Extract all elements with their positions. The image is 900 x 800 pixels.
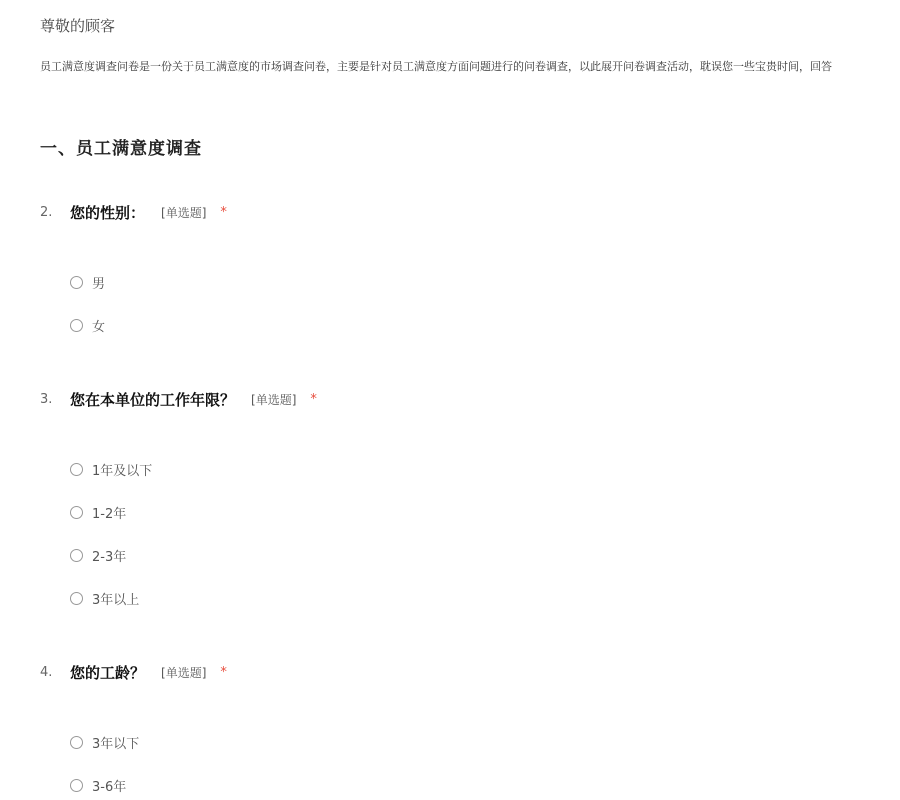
radio-button[interactable] — [70, 592, 83, 605]
radio-button[interactable] — [70, 736, 83, 749]
option-label: 1年及以下 — [92, 463, 153, 479]
radio-button[interactable] — [70, 779, 83, 792]
question-tenure — [40, 387, 317, 411]
required-marker: * — [220, 664, 227, 680]
survey-intro: 员工满意度调查问卷是一份关于员工满意度的市场调查问卷，主要是针对员工满意度方面问题进行的问卷调查，以此展开问卷调查活动，耽误您一些宝贵时间，回答 — [40, 60, 832, 73]
question-work-years — [40, 660, 227, 684]
radio-button[interactable] — [70, 276, 83, 289]
question-title: 您的工龄？ — [70, 663, 146, 682]
option-work-years-1[interactable] — [70, 732, 139, 752]
option-tenure-4[interactable] — [70, 588, 139, 608]
option-tenure-3[interactable] — [70, 545, 126, 565]
question-type: [单选题] — [251, 392, 297, 407]
question-title: 您在本单位的工作年限？ — [70, 390, 236, 409]
option-label: 1-2年 — [92, 506, 127, 522]
greeting: 尊敬的顾客 — [40, 17, 116, 35]
radio-button[interactable] — [70, 463, 83, 476]
question-type: [单选题] — [161, 665, 207, 680]
option-work-years-2[interactable] — [70, 775, 126, 795]
question-gender — [40, 200, 227, 224]
option-label: 3年以上 — [92, 592, 140, 608]
question-title: 您的性别： — [70, 203, 146, 222]
option-label: 女 — [92, 319, 106, 335]
question-number: 3. — [40, 391, 53, 407]
option-label: 3-6年 — [92, 779, 127, 795]
option-label: 2-3年 — [92, 549, 127, 565]
radio-button[interactable] — [70, 506, 83, 519]
option-female[interactable] — [70, 315, 105, 335]
option-tenure-1[interactable] — [70, 459, 152, 479]
required-marker: * — [310, 391, 317, 407]
radio-button[interactable] — [70, 549, 83, 562]
question-number: 4. — [40, 664, 53, 680]
question-type: [单选题] — [161, 205, 207, 220]
option-label: 3年以下 — [92, 736, 140, 752]
question-number: 2. — [40, 204, 53, 220]
option-label: 男 — [92, 276, 106, 292]
section-title: 一、员工满意度调查 — [40, 139, 202, 159]
option-tenure-2[interactable] — [70, 502, 126, 522]
option-male[interactable] — [70, 272, 105, 292]
required-marker: * — [220, 204, 227, 220]
radio-button[interactable] — [70, 319, 83, 332]
